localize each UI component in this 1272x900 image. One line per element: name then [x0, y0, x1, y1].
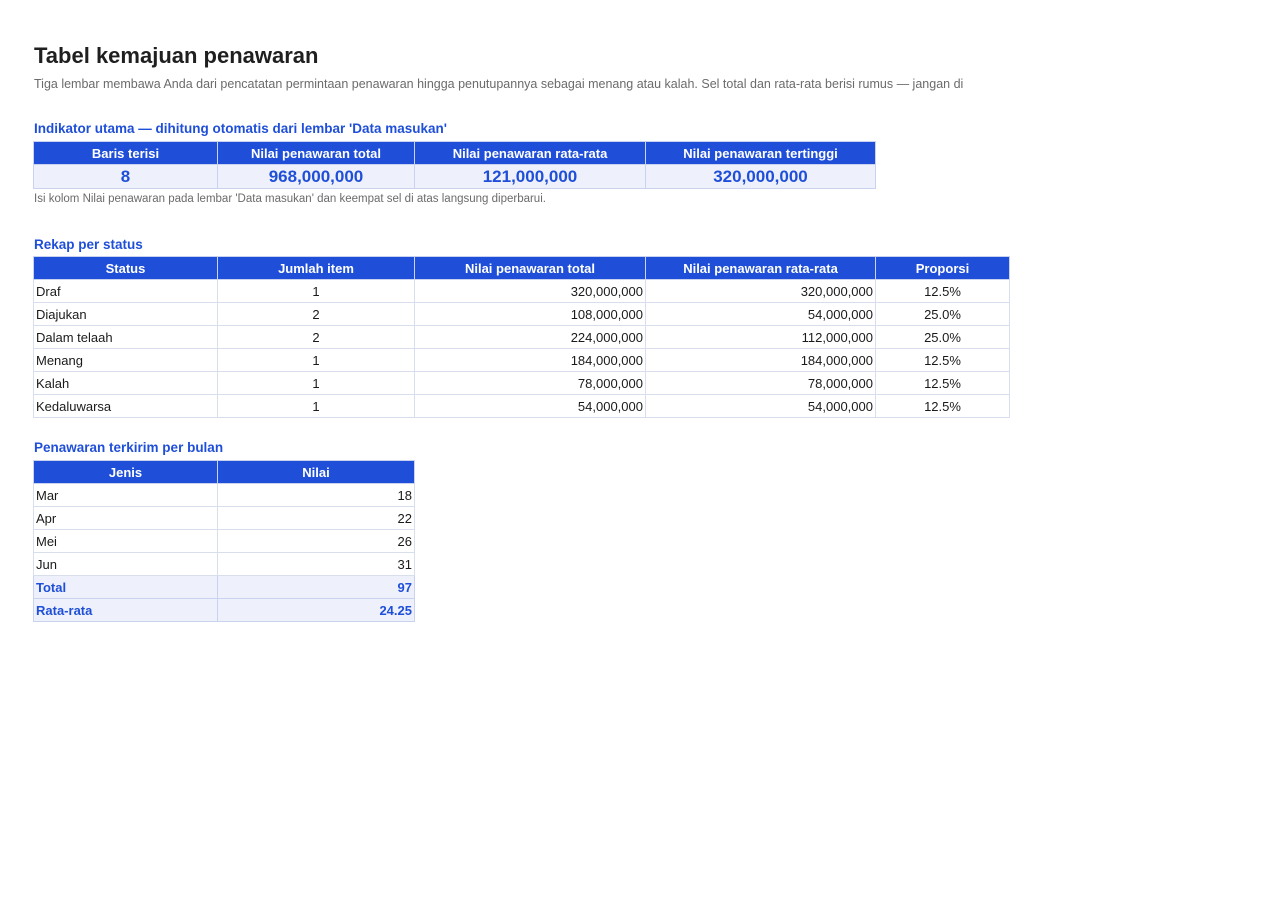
total-cell[interactable]: 184,000,000 [415, 349, 646, 372]
table-row [34, 303, 1010, 326]
status-header-count[interactable]: Jumlah item [218, 257, 415, 280]
count-cell[interactable]: 1 [218, 349, 415, 372]
month-cell[interactable]: Mei [34, 530, 218, 553]
monthly-section-title: Penawaran terkirim per bulan [34, 440, 224, 455]
proportion-cell[interactable]: 25.0% [876, 326, 1010, 349]
table-row [34, 507, 415, 530]
average-cell[interactable]: 54,000,000 [646, 395, 876, 418]
count-cell[interactable]: 1 [218, 395, 415, 418]
value-cell[interactable]: 22 [218, 507, 415, 530]
proportion-cell[interactable]: 25.0% [876, 303, 1010, 326]
proportion-cell[interactable]: 12.5% [876, 372, 1010, 395]
value-cell[interactable]: 26 [218, 530, 415, 553]
page-subtitle: Tiga lembar membawa Anda dari pencatatan permintaan penawaran hingga penutupannya sebagai menang atau kalah. Sel total dan rata-rata berisi rumus — jangan di [34, 77, 964, 91]
average-label-cell[interactable]: Rata-rata [34, 599, 218, 622]
status-cell[interactable]: Kedaluwarsa [34, 395, 218, 418]
average-cell[interactable]: 320,000,000 [646, 280, 876, 303]
proportion-cell[interactable]: 12.5% [876, 349, 1010, 372]
monthly-header-value[interactable]: Nilai [218, 461, 415, 484]
average-cell[interactable]: 78,000,000 [646, 372, 876, 395]
total-cell[interactable]: 320,000,000 [415, 280, 646, 303]
status-summary-table [33, 256, 1010, 418]
kpi-section-title: Indikator utama — dihitung otomatis dari lembar 'Data masukan' [34, 121, 447, 136]
status-section-title: Rekap per status [34, 237, 143, 252]
status-header-proportion[interactable]: Proporsi [876, 257, 1010, 280]
month-cell[interactable]: Jun [34, 553, 218, 576]
average-cell[interactable]: 184,000,000 [646, 349, 876, 372]
status-header-status[interactable]: Status [34, 257, 218, 280]
table-row [34, 530, 415, 553]
status-cell[interactable]: Diajukan [34, 303, 218, 326]
value-cell[interactable]: 18 [218, 484, 415, 507]
status-cell[interactable]: Dalam telaah [34, 326, 218, 349]
total-cell[interactable]: 108,000,000 [415, 303, 646, 326]
kpi-value-row [34, 165, 876, 189]
kpi-table [33, 141, 876, 189]
kpi-max-value-cell[interactable]: 320,000,000 [646, 165, 876, 189]
kpi-average-value-cell[interactable]: 121,000,000 [415, 165, 646, 189]
total-cell[interactable]: 54,000,000 [415, 395, 646, 418]
kpi-filled-rows-cell[interactable]: 8 [34, 165, 218, 189]
table-row [34, 395, 1010, 418]
monthly-header-row [34, 461, 415, 484]
table-row [34, 280, 1010, 303]
value-cell[interactable]: 31 [218, 553, 415, 576]
kpi-header-average-value[interactable]: Nilai penawaran rata-rata [415, 142, 646, 165]
status-cell[interactable]: Kalah [34, 372, 218, 395]
table-row [34, 349, 1010, 372]
table-row [34, 372, 1010, 395]
status-cell[interactable]: Draf [34, 280, 218, 303]
total-label-cell[interactable]: Total [34, 576, 218, 599]
month-cell[interactable]: Apr [34, 507, 218, 530]
kpi-header-filled-rows[interactable]: Baris terisi [34, 142, 218, 165]
monthly-header-type[interactable]: Jenis [34, 461, 218, 484]
kpi-note: Isi kolom Nilai penawaran pada lembar 'Data masukan' dan keempat sel di atas langsung diperbarui. [34, 193, 546, 205]
count-cell[interactable]: 1 [218, 280, 415, 303]
count-cell[interactable]: 2 [218, 303, 415, 326]
kpi-header-max-value[interactable]: Nilai penawaran tertinggi [646, 142, 876, 165]
count-cell[interactable]: 2 [218, 326, 415, 349]
table-row [34, 326, 1010, 349]
average-cell[interactable]: 112,000,000 [646, 326, 876, 349]
total-cell[interactable]: 78,000,000 [415, 372, 646, 395]
month-cell[interactable]: Mar [34, 484, 218, 507]
status-header-average[interactable]: Nilai penawaran rata-rata [646, 257, 876, 280]
table-row [34, 484, 415, 507]
average-cell[interactable]: 54,000,000 [646, 303, 876, 326]
kpi-header-row [34, 142, 876, 165]
kpi-header-total-value[interactable]: Nilai penawaran total [218, 142, 415, 165]
average-row [34, 599, 415, 622]
total-cell[interactable]: 224,000,000 [415, 326, 646, 349]
kpi-total-value-cell[interactable]: 968,000,000 [218, 165, 415, 189]
status-header-row [34, 257, 1010, 280]
total-value-cell[interactable]: 97 [218, 576, 415, 599]
status-cell[interactable]: Menang [34, 349, 218, 372]
proportion-cell[interactable]: 12.5% [876, 395, 1010, 418]
proportion-cell[interactable]: 12.5% [876, 280, 1010, 303]
table-row [34, 553, 415, 576]
average-value-cell[interactable]: 24.25 [218, 599, 415, 622]
monthly-table [33, 460, 415, 622]
page-title: Tabel kemajuan penawaran [34, 43, 319, 68]
status-header-total[interactable]: Nilai penawaran total [415, 257, 646, 280]
total-row [34, 576, 415, 599]
count-cell[interactable]: 1 [218, 372, 415, 395]
